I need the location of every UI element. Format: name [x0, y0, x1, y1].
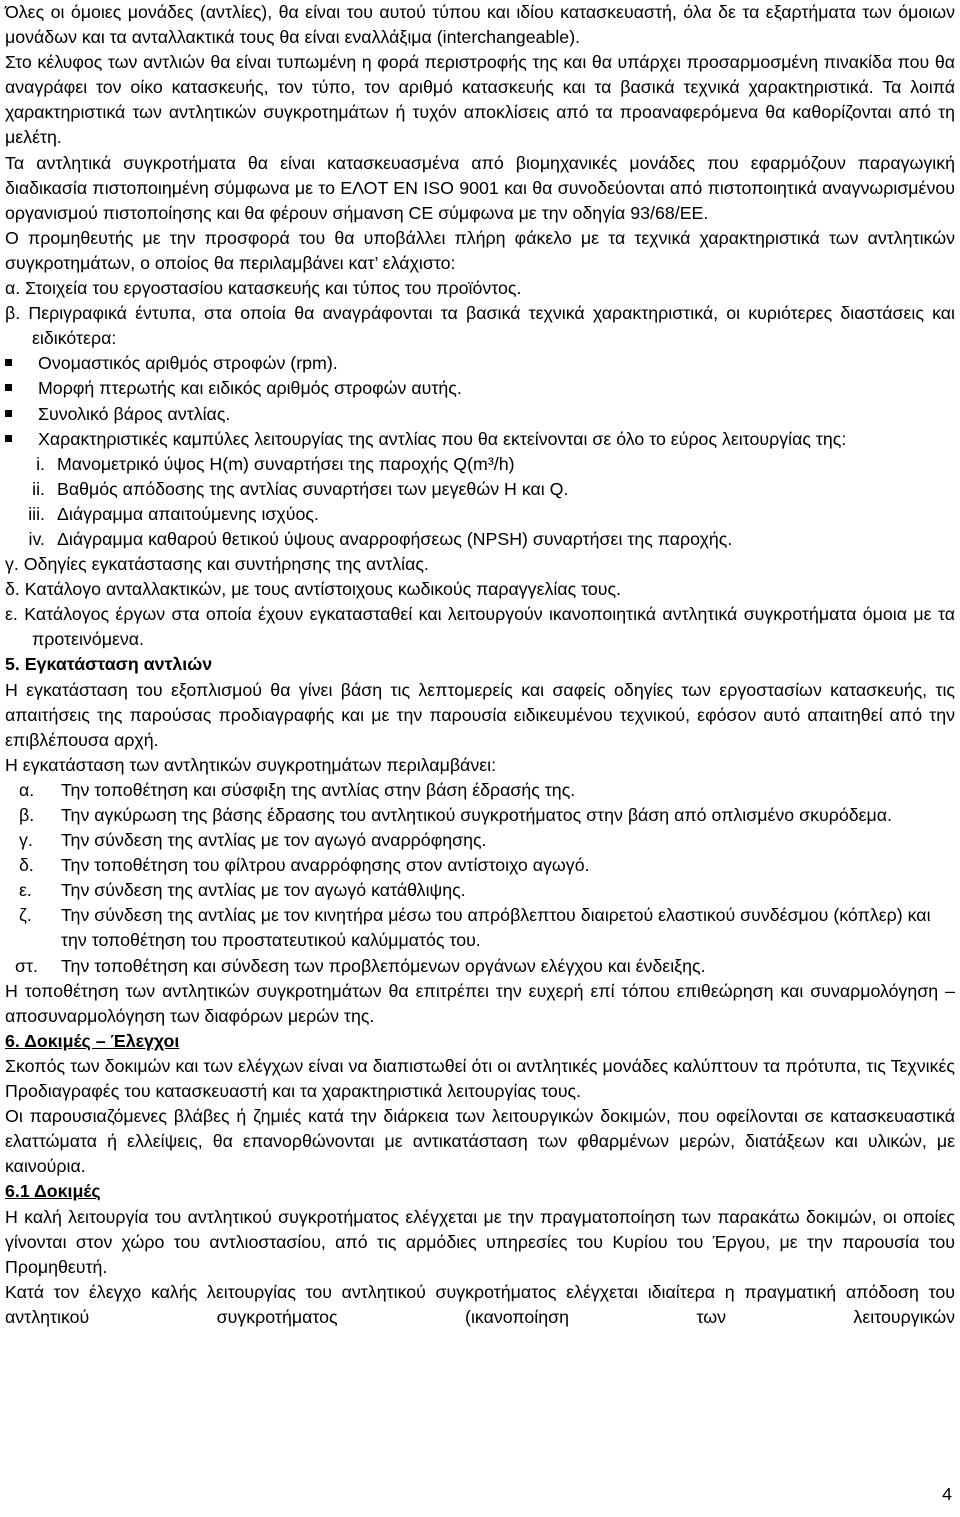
paragraph-supplier-file: Ο προμηθευτής με την προσφορά του θα υποβάλλει πλήρη φάκελο με τα τεχνικά χαρακτηριστικά των αντλητικών συγκροτημάτων, ο οποίος θα περιλαμβάνει κατ’ ελάχιστο: — [5, 227, 955, 273]
installation-step — [5, 853, 955, 878]
paragraph-interchangeable: Όλες οι όμοιες μονάδες (αντλίες), θα είναι του αυτού τύπου και ιδίου κατασκευαστή, όλα δε τα εξαρτήματα των όμοιων μονάδων και τα ανταλλακτικά τους θα είναι εναλλάξιμα (interchangeable). — [5, 2, 955, 48]
bullet-text: Συνολικό βάρος αντλίας. — [38, 403, 231, 424]
list-item-b: β. Περιγραφικά έντυπα, στα οποία θα αναγράφονται τα βασικά τεχνικά χαρακτηριστικά, οι κυριότερες διαστάσεις και ειδικότερα: — [5, 303, 955, 349]
step-text: Την αγκύρωση της βάσης έδρασης του αντλητικού συγκροτήματος στην βάση από οπλισμένο σκυρόδεμα. — [61, 805, 893, 825]
roman-text: Διάγραμμα καθαρού θετικού ύψους αναρροφήσεως (NPSH) συναρτήσει της παροχής. — [57, 528, 733, 549]
square-bullet-icon — [5, 384, 12, 391]
paragraph-nameplate: Στο κέλυφος των αντλιών θα είναι τυπωμένη η φορά περιστροφής της και θα υπάρχει προσαρμοσμένη πινακίδα που θα αναγράφει τον οίκο κατασκευής, τον τύπο, τον αριθμό κατασκευής και τα βασικά τεχνικά χαρακτηριστικά. Τα λοιπά χαρακτηριστικά των αντλητικών συγκροτημάτων ή τυχόν αποκλίσεις από τα προαναφερόμενα θα καθορίζονται από τη μελέτη. — [5, 52, 955, 148]
step-letter: ζ. — [19, 905, 32, 926]
section-heading-installation: 5. Εγκατάσταση αντλιών — [5, 654, 213, 675]
roman-text: Βαθμός απόδοσης της αντλίας συναρτήσει των μεγεθών H και Q. — [57, 478, 569, 499]
step-letter: γ. — [19, 830, 33, 851]
roman-list — [5, 452, 955, 552]
paragraph-certification: Τα αντλητικά συγκροτήματα θα είναι κατασκευασμένα από βιομηχανικές μονάδες που εφαρμόζουν παραγωγική διαδικασία πιστοποιημένη σύμφωνα με το ΕΛΟΤ EN ISO 9001 και θα συνοδεύονται από πιστοποιητικά αναγνωρισμένου οργανισμού πιστοποίησης και θα φέρουν σήμανση CE σύμφωνα με την οδηγία 93/68/ΕΕ. — [5, 152, 955, 223]
installation-steps-list — [5, 778, 955, 979]
roman-numeral: i. — [36, 453, 45, 474]
bullet-item — [5, 351, 955, 376]
step-letter: δ. — [19, 855, 34, 876]
section-heading-tests-checks — [5, 1029, 955, 1054]
roman-numeral: iv. — [28, 528, 45, 549]
bullet-item — [5, 427, 955, 452]
bullet-item — [5, 402, 955, 427]
page-number: 4 — [942, 1484, 952, 1504]
paragraph-tests-purpose: Σκοπός των δοκιμών και των ελέγχων είναι να διαπιστωθεί ότι οι αντλητικές μονάδες καλύπτουν τα πρότυπα, τις Τεχνικές Προδιαγραφές του κατασκευαστή και τα χαρακτηριστικά λειτουργίας τους. — [5, 1055, 955, 1102]
paragraph-tests-operation: Η καλή λειτουργία του αντλητικού συγκροτήματος ελέγχεται με την πραγματοποίηση των παρακάτω δοκιμών, οι οποίες γίνονται στον χώρο του αντλιοστασίου, από τις αρμόδιες υπηρεσίες του Κυρίου του Έργου, με την παρουσία του Προμηθευτή. — [5, 1206, 955, 1277]
section-heading-tests — [5, 1179, 955, 1204]
bullet-list — [5, 351, 955, 451]
installation-step — [5, 954, 955, 979]
square-bullet-icon — [5, 435, 12, 442]
paragraph-installation-includes: Η εγκατάσταση των αντλητικών συγκροτημάτων περιλαμβάνει: — [5, 754, 497, 775]
square-bullet-icon — [5, 359, 12, 366]
roman-list-item — [5, 527, 955, 552]
bullet-text: Μορφή πτερωτής και ειδικός αριθμός στροφών αυτής. — [38, 378, 462, 399]
step-text: Την σύνδεση της αντλίας με τον κινητήρα μέσω του απρόβλεπτου διαιρετού ελαστικού συνδέσμου (κόπλερ) και την τοποθέτηση του προστατευτικού καλύμματός του. — [61, 905, 931, 951]
list-item-g: γ. Οδηγίες εγκατάστασης και συντήρησης της αντλίας. — [5, 554, 429, 575]
roman-text: Διάγραμμα απαιτούμενης ισχύος. — [57, 503, 319, 524]
step-letter: α. — [19, 779, 35, 800]
paragraph-tests-damages: Οι παρουσιαζόμενες βλάβες ή ζημιές κατά την διάρκεια των λειτουργικών δοκιμών, που οφείλονται σε κατασκευαστικά ελαττώματα ή ελλείψεις, θα επανορθώνονται με αντικατάσταση των φθαρμένων μερών, διατάξεων και υλικών, με καινούρια. — [5, 1106, 955, 1177]
step-letter: στ. — [15, 955, 38, 976]
step-letter: β. — [19, 805, 35, 825]
section-heading-text: 6. Δοκιμές – Έλεγχοι — [5, 1030, 180, 1051]
list-item-a: α. Στοιχεία του εργοστασίου κατασκευής και τύπος του προϊόντος. — [5, 278, 522, 299]
installation-step — [5, 778, 955, 803]
step-letter: ε. — [19, 880, 32, 901]
paragraph-installation-instructions: Η εγκατάσταση του εξοπλισμού θα γίνει βάση τις λεπτομερείς και σαφείς οδηγίες των εργοστασίων κατασκευής, τις απαιτήσεις της παρούσας προδιαγραφής και με την παρουσία ειδικευμένου τεχνικού, εφόσον αυτό απαιτηθεί από την επιβλέπουσα αρχή. — [5, 679, 955, 750]
roman-numeral: ii. — [32, 478, 45, 499]
paragraph-tests-performance: Κατά τον έλεγχο καλής λειτουργίας του αντλητικού συγκροτήματος ελέγχεται ιδιαίτερα η πραγματική απόδοση του αντλητικού συγκροτήματος (ικανοποίηση των λειτουργικών — [5, 1281, 955, 1327]
installation-step — [5, 803, 955, 828]
roman-list-item — [5, 502, 955, 527]
bullet-item — [5, 376, 955, 401]
roman-numeral: iii. — [28, 503, 45, 524]
installation-step — [5, 828, 955, 853]
roman-list-item — [5, 477, 955, 502]
step-text: Την σύνδεση της αντλίας με τον αγωγό αναρρόφησης. — [61, 830, 487, 851]
installation-step — [5, 878, 955, 903]
square-bullet-icon — [5, 410, 12, 417]
bullet-text: Ονομαστικός αριθμός στροφών (rpm). — [38, 353, 338, 374]
step-text: Την τοποθέτηση και σύσφιξη της αντλίας στην βάση έδρασής της. — [61, 779, 576, 800]
document-page — [5, 0, 955, 1330]
roman-list-item — [5, 452, 955, 477]
roman-text: Μανομετρικό ύψος H(m) συναρτήσει της παροχής Q(m³/h) — [57, 453, 515, 474]
step-text: Την τοποθέτηση του φίλτρου αναρρόφησης στον αντίστοιχο αγωγό. — [61, 855, 590, 876]
installation-step — [5, 903, 955, 953]
step-text: Την τοποθέτηση και σύνδεση των προβλεπόμενων οργάνων ελέγχου και ένδειξης. — [61, 955, 706, 976]
bullet-text: Χαρακτηριστικές καμπύλες λειτουργίας της αντλίας που θα εκτείνονται σε όλο το εύρος λειτουργίας της: — [38, 428, 847, 449]
list-item-d: δ. Κατάλογο ανταλλακτικών, με τους αντίστοιχους κωδικούς παραγγελίας τους. — [5, 579, 622, 600]
paragraph-installation-inspection: Η τοποθέτηση των αντλητικών συγκροτημάτων θα επιτρέπει την ευχερή επί τόπου επιθεώρηση και συναρμολόγηση – αποσυναρμολόγηση των διαφόρων μερών της. — [5, 980, 955, 1026]
step-text: Την σύνδεση της αντλίας με τον αγωγό κατάθλιψης. — [61, 880, 466, 901]
section-heading-text: 6.1 Δοκιμές — [5, 1181, 101, 1202]
list-item-e: ε. Κατάλογος έργων στα οποία έχουν εγκατασταθεί και λειτουργούν ικανοποιητικά αντλητικά συγκροτήματα όμοια με τα προτεινόμενα. — [5, 604, 955, 650]
